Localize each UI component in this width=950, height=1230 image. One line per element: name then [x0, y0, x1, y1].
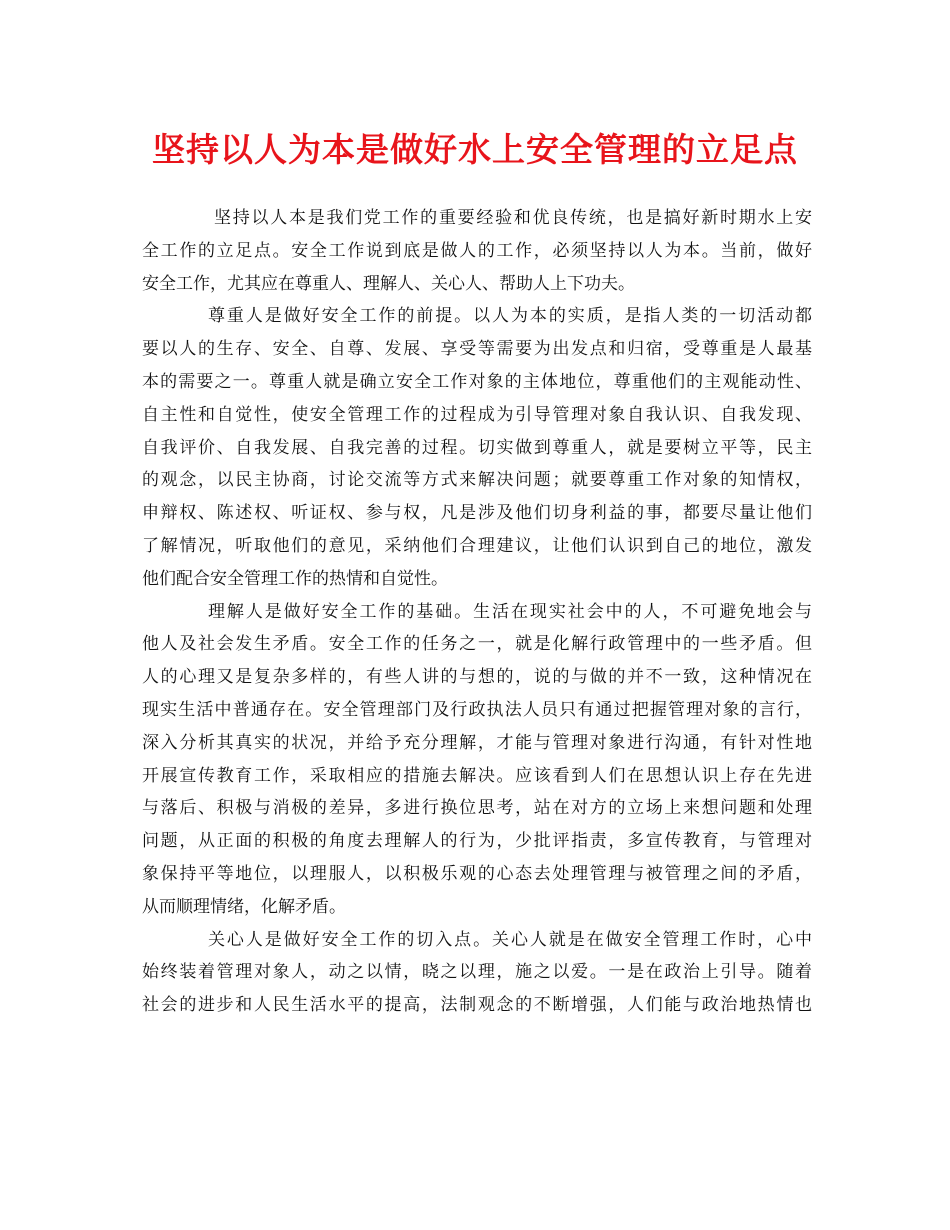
- text-line: 理解人是做好安全工作的基础。生活在现实社会中的人，不可避免地会与: [208, 601, 812, 622]
- paragraph-understand: [142, 596, 812, 924]
- text-line: 社会的进步和人民生活水平的提高，法制观念的不断增强，人们能与政治地热情也: [142, 995, 812, 1016]
- text-line: 与落后、积极与消极的差异，多进行换位思考，站在对方的立场上来想问题和处理: [142, 798, 812, 819]
- text-line: 开展宣传教育工作，采取相应的措施去解决。应该看到人们在思想认识上存在先进: [142, 765, 812, 786]
- text-line: 全工作的立足点。安全工作说到底是做人的工作，必须坚持以人为本。当前，做好: [142, 240, 812, 261]
- text-line: 尊重人是做好安全工作的前提。以人为本的实质，是指人类的一切活动都: [208, 306, 812, 327]
- text-line: 始终装着管理对象人，动之以情，晓之以理，施之以爱。一是在政治上引导。随着: [142, 962, 812, 983]
- text-line: 象保持平等地位，以理服人，以积极乐观的心态去处理管理与被管理之间的矛盾，: [142, 863, 812, 884]
- text-line: 问题，从正面的积极的角度去理解人的行为，少批评指责，多宣传教育，与管理对: [142, 831, 812, 852]
- text-line: 自我评价、自我发展、自我完善的过程。切实做到尊重人，就是要树立平等，民主: [142, 437, 812, 458]
- text-line: 自主性和自觉性，使安全管理工作的过程成为引导管理对象自我认识、自我发现、: [142, 404, 812, 425]
- text-line: 申辩权、陈述权、听证权、参与权，凡是涉及他们切身利益的事，都要尽量让他们: [142, 503, 812, 524]
- paragraph-care: [142, 924, 812, 1022]
- text-line: 关心人是做好安全工作的切入点。关心人就是在做安全管理工作时，心中: [208, 929, 812, 950]
- text-line: 他人及社会发生矛盾。安全工作的任务之一，就是化解行政管理中的一些矛盾。但: [142, 634, 812, 655]
- text-line: 了解情况，听取他们的意见，采纳他们合理建议，让他们认识到自己的地位，激发: [142, 535, 812, 556]
- text-line: 深入分析其真实的状况，并给予充分理解，才能与管理对象进行沟通，有针对性地: [142, 732, 812, 753]
- text-line: 他们配合安全管理工作的热情和自觉性。: [142, 568, 448, 589]
- text-line: 要以人的生存、安全、自尊、发展、享受等需要为出发点和归宿，受尊重是人最基: [142, 339, 812, 360]
- text-line: 人的心理又是复杂多样的，有些人讲的与想的，说的与做的并不一致，这种情况在: [142, 667, 812, 688]
- document-body: [142, 202, 812, 1022]
- paragraph-respect: [142, 300, 812, 595]
- document-title: 坚持以人为本是做好水上安全管理的立足点: [152, 130, 798, 169]
- text-line: 本的需要之一。尊重人就是确立安全工作对象的主体地位，尊重他们的主观能动性、: [142, 371, 812, 392]
- text-line: 从而顺理情绪，化解矛盾。: [142, 896, 346, 917]
- text-line: 坚持以人本是我们党工作的重要经验和优良传统，也是搞好新时期水上安: [214, 208, 812, 228]
- text-line: 安全工作，尤其应在尊重人、理解人、关心人、帮助人上下功夫。: [142, 273, 635, 294]
- text-line: 现实生活中普通存在。安全管理部门及行政执法人员只有通过把握管理对象的言行，: [142, 699, 812, 720]
- paragraph-intro: [142, 202, 812, 300]
- text-line: 的观念，以民主协商，讨论交流等方式来解决问题；就要尊重工作对象的知情权，: [142, 470, 812, 491]
